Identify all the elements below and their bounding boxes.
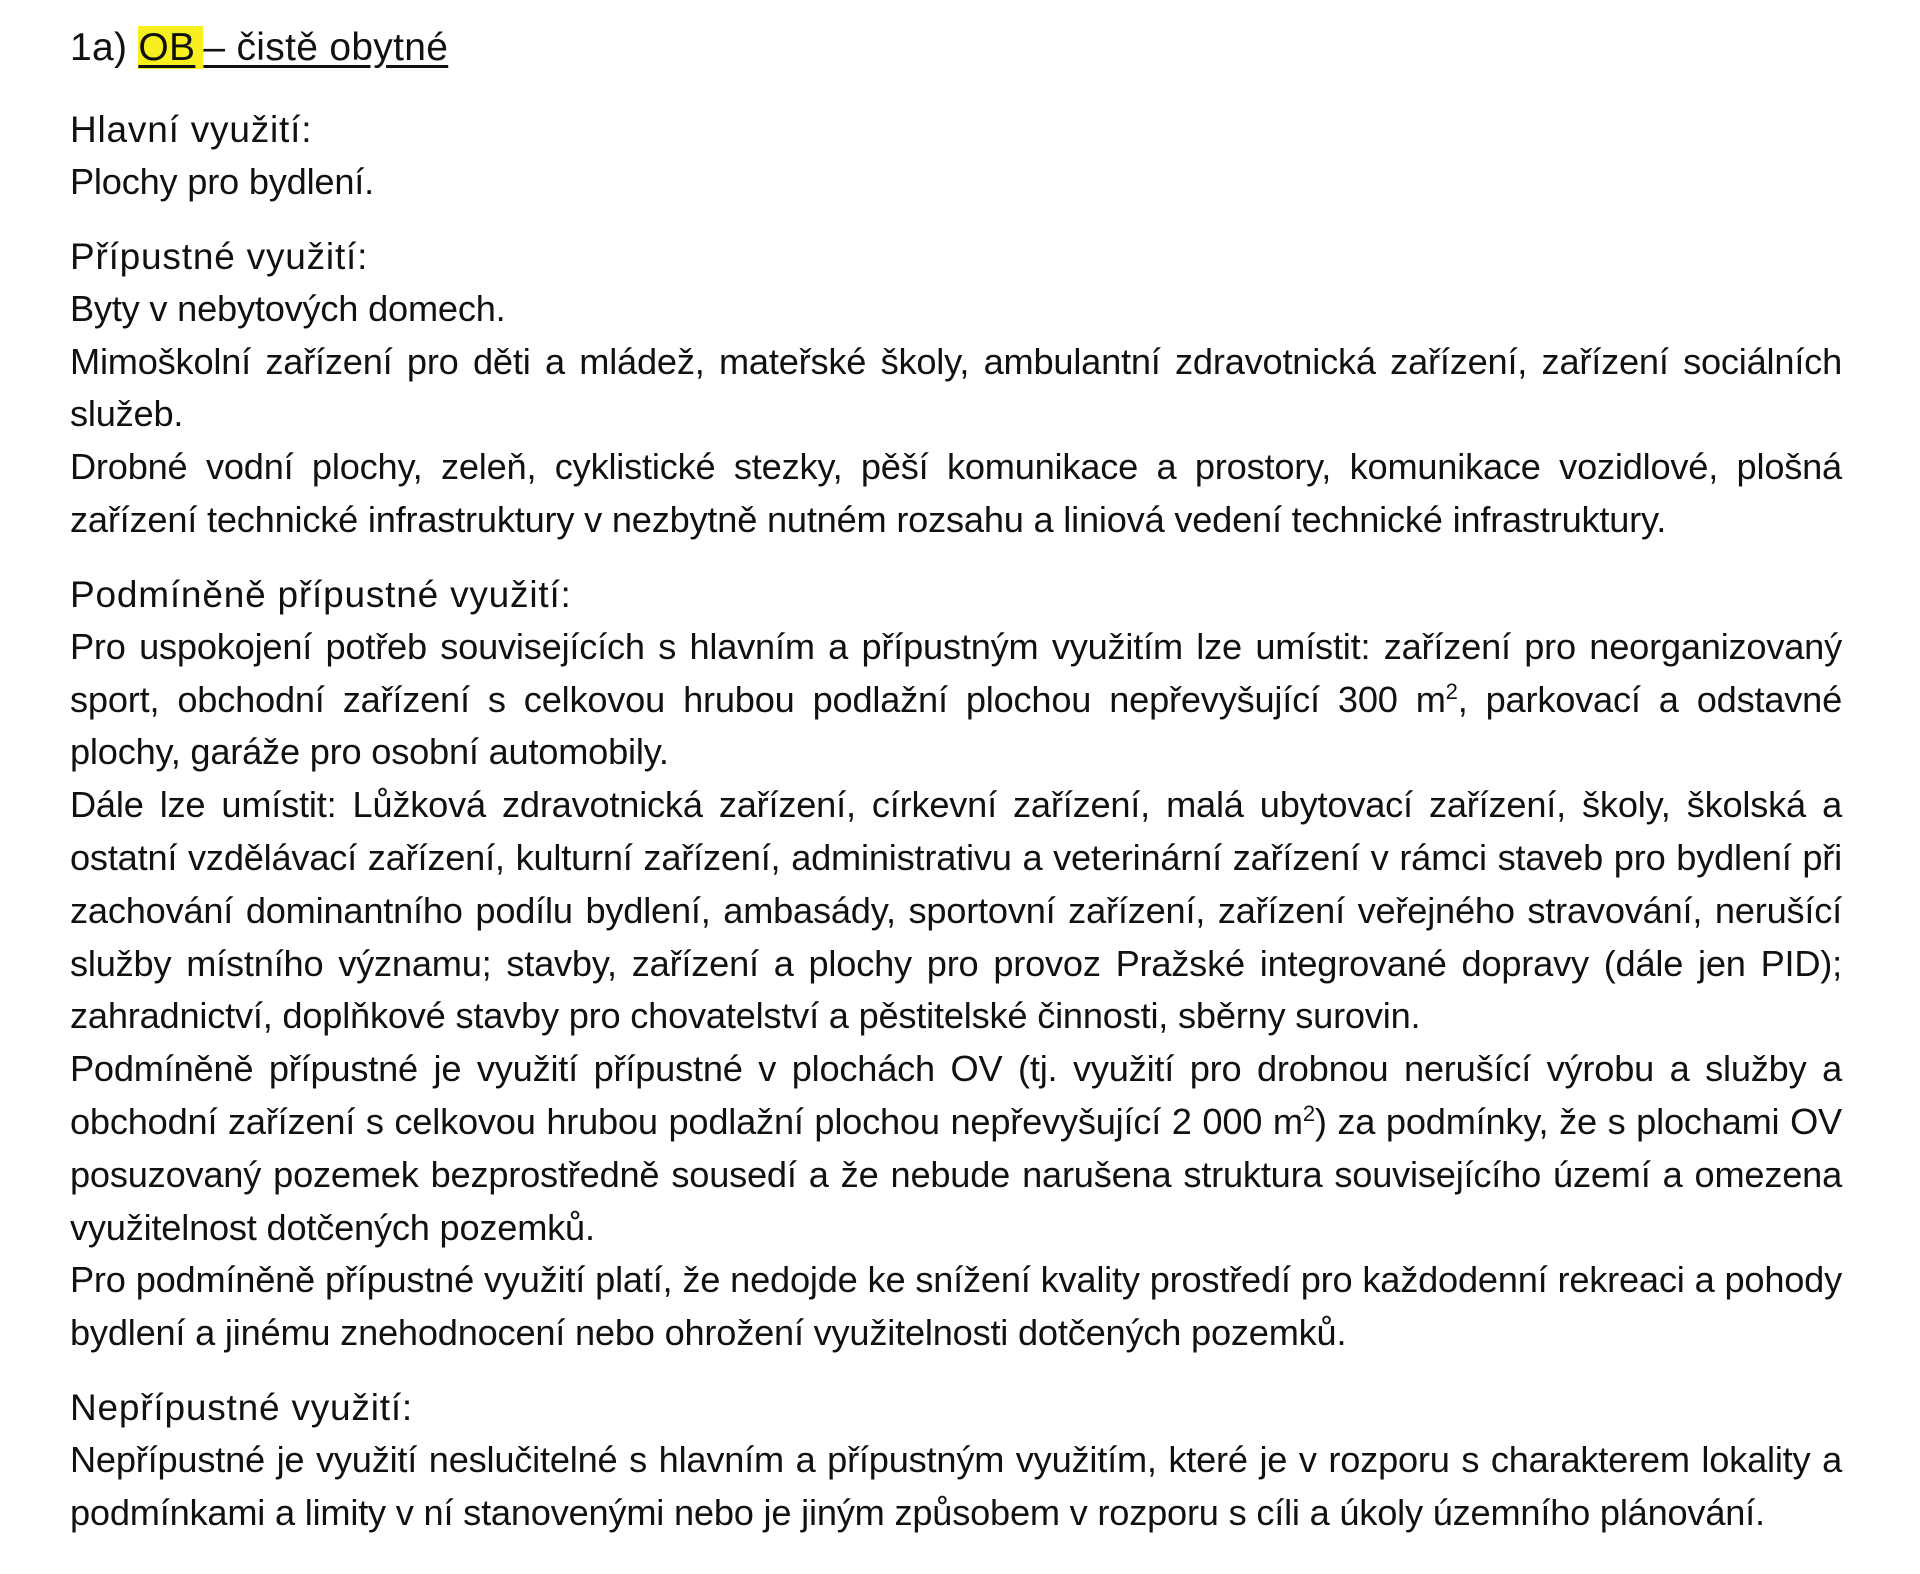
paragraph <box>70 1043 1842 1254</box>
paragraph-text: , parkovací a odstavné plochy, garáže pro osobní automobily. <box>70 678 1842 773</box>
paragraph: Mimoškolní zařízení pro děti a mládež, mateřské školy, ambulantní zdravotnická zařízení, zařízení sociálních služeb. <box>70 340 1842 435</box>
paragraph-text: Pro uspokojení potřeb souvisejících s hlavním a přípustným využitím lze umístit: zařízení pro neorganizovaný sport, obchodní zařízení s celkovou hrubou podlažní plochou nepřevyšující 300 m <box>70 625 1842 720</box>
paragraph: Pro podmíněně přípustné využití platí, že nedojde ke snížení kvality prostředí pro každodenní rekreaci a pohody bydlení a jinému znehodnocení nebo ohrožení využitelnosti dotčených pozemků. <box>70 1259 1842 1354</box>
zone-number: 1a) <box>70 26 128 69</box>
paragraph: Nepřípustné je využití neslučitelné s hlavním a přípustným využitím, které je v rozporu s charakterem lokality a podmínkami a limity v ní stanovenými nebo je jiným způsobem v rozporu s cíli a úkoly územního plánování. <box>70 1438 1842 1533</box>
zone-title <box>70 22 1842 74</box>
paragraph-text: Podmíněně přípustné je využití přípustné v plochách OV (tj. využití pro drobnou nerušící výrobu a služby a obchodní zařízení s celkovou hrubou podlažní plochou nepřevyšující 2 000 m <box>70 1048 1842 1142</box>
paragraph: Byty v nebytových domech. <box>70 287 506 329</box>
section-heading: Přípustné využití: <box>70 235 369 277</box>
paragraph: Plochy pro bydlení. <box>70 161 374 202</box>
zone-name: – čistě obytné <box>203 26 449 69</box>
section-permitted-use <box>70 231 1842 547</box>
paragraph: Dále lze umístit: Lůžková zdravotnická zařízení, církevní zařízení, malá ubytovací zařízení, školy, školská a ostatní vzdělávací zařízení, kulturní zařízení, administrativu a veterinární zařízení v rámci staveb pro bydlení při zachování dominantního podílu bydlení, ambasády, sportovní zařízení, zařízení veřejného stravování, nerušící služby místního významu; stavby, zařízení a plochy pro provoz Pražské integrované dopravy (dále jen PID); zahradnictví, doplňkové stavby pro chovatelství a pěstitelské činnosti, sběrny surovin. <box>70 784 1842 1037</box>
document-page <box>70 22 1842 1562</box>
paragraph <box>70 621 1842 779</box>
paragraph-text: ) za podmínky, že s plochami OV posuzovaný pozemek bezprostředně sousedí a že nebude narušena struktura souvisejícího území a omezena využitelnost dotčených pozemků. <box>70 1100 1842 1248</box>
section-heading: Podmíněně přípustné využití: <box>70 573 572 615</box>
section-conditional-use <box>70 569 1842 1360</box>
section-heading: Nepřípustné využití: <box>70 1386 413 1428</box>
superscript: 2 <box>1445 678 1458 704</box>
section-heading: Hlavní využití: <box>70 109 313 150</box>
zone-code-highlight: OB <box>138 26 203 69</box>
superscript: 2 <box>1302 1100 1315 1126</box>
paragraph: Drobné vodní plochy, zeleň, cyklistické stezky, pěší komunikace a prostory, komunikace vozidlové, plošná zařízení technické infrastruktury v nezbytně nutném rozsahu a liniová vedení technické infrastruktury. <box>70 446 1842 540</box>
section-main-use <box>70 104 1842 209</box>
section-prohibited-use <box>70 1382 1842 1540</box>
